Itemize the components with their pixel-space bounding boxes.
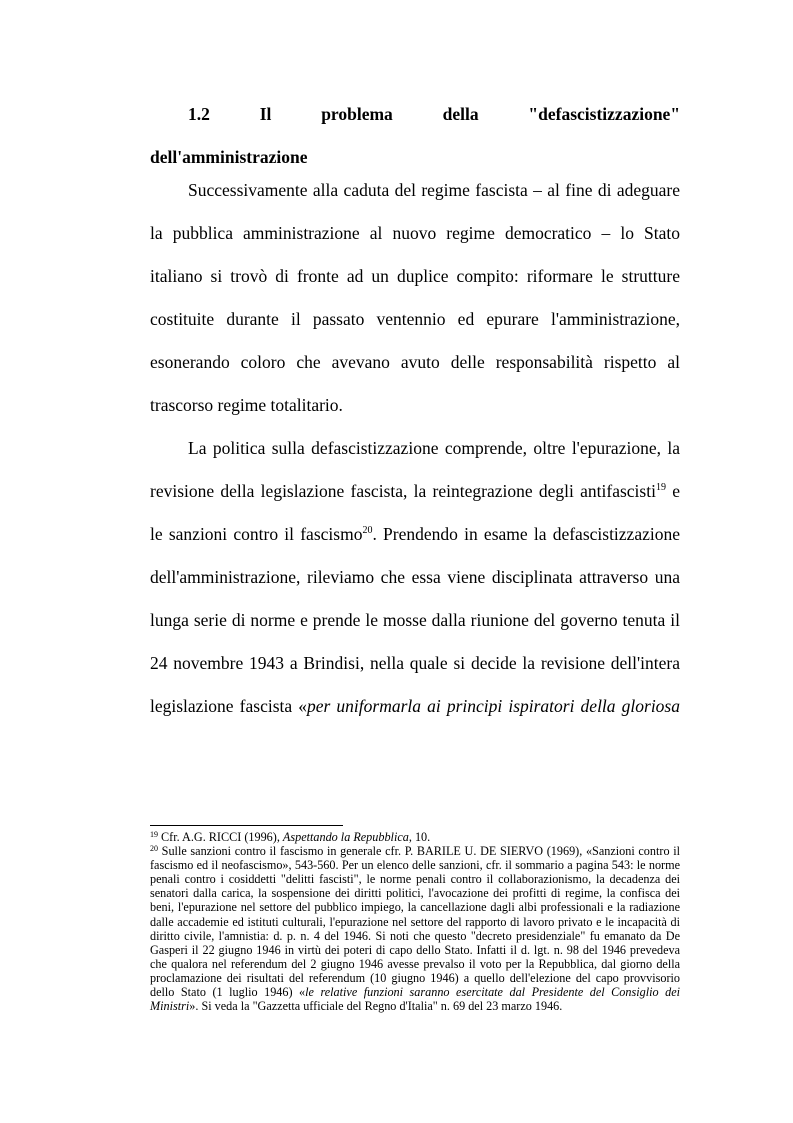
section-heading-line2: dell'amministrazione bbox=[150, 147, 308, 167]
footnote-number: 20 bbox=[150, 844, 158, 854]
paragraph-2-text-a: La politica sulla defascistizzazione comprende, oltre l'epurazione, la revisione della legislazione fascista, la reintegrazione degli antifascisti bbox=[150, 438, 680, 501]
footnote-20 bbox=[150, 844, 680, 1013]
footnote-number: 19 bbox=[150, 830, 158, 839]
paragraph-2-text-c: . Prendendo in esame la defascistizzazione dell'amministrazione, rileviamo che essa viene disciplinata attraverso una lunga serie di norme e prende le mosse dalla riunione del governo tenuta il 24 novembre 1943 a Brindisi, nella quale si decide la revisione dell'intera legislazione fascista « bbox=[150, 524, 680, 716]
body-text bbox=[150, 169, 680, 728]
paragraph-2-text-b: e le sanzioni contro il fascismo bbox=[150, 481, 680, 544]
paragraph-2-quote: per uniformarla ai principi ispiratori della gloriosa bbox=[307, 696, 680, 716]
footnote-ref-19[interactable]: 19 bbox=[655, 482, 666, 493]
section-heading bbox=[150, 93, 680, 179]
footnote-separator bbox=[150, 825, 343, 826]
footnote-text: Cfr. A.G. RICCI (1996), bbox=[158, 830, 283, 844]
footnote-italic: Aspettando la Repubblica bbox=[282, 830, 409, 844]
paragraph-2 bbox=[150, 427, 680, 728]
footnote-19 bbox=[150, 830, 680, 844]
heading-word: problema bbox=[321, 104, 393, 124]
footnote-ref-20[interactable]: 20 bbox=[362, 525, 373, 536]
heading-word: "defascistizzazione" bbox=[528, 104, 681, 124]
heading-word: Il bbox=[259, 104, 272, 124]
heading-word: della bbox=[442, 104, 479, 124]
footnote-text: , 10. bbox=[408, 830, 431, 844]
section-heading-line1 bbox=[150, 93, 680, 136]
footnote-italic: le relative funzioni saranno esercitate dal Presidente del Consiglio dei Ministri bbox=[150, 985, 680, 1014]
paragraph-1: Successivamente alla caduta del regime fascista – al fine di adeguare la pubblica amministrazione al nuovo regime democratico – lo Stato italiano si trovò di fronte ad un duplice compito: riformare le strutture costituite durante il passato ventennio ed epurare l'amministrazione, esonerando coloro che avevano avuto delle responsabilità rispetto al trascorso regime totalitario. bbox=[150, 180, 680, 415]
footnote-text: ». Si veda la "Gazzetta ufficiale del Regno d'Italia" n. 69 del 23 marzo 1946. bbox=[189, 999, 563, 1014]
footnote-text: Sulle sanzioni contro il fascismo in generale cfr. P. BARILE U. DE SIERVO (1969), «Sanzioni contro il fascismo ed il neofascismo», 543-560. Per un elenco delle sanzioni, cfr. il sommario a pagina 543: le norme penali contro i cosiddetti "delitti fascisti", le norme penali contro il collaborazionismo, la decadenza dei senatori dalla carica, la sospensione dei diritti politici, l'avocazione dei profitti di regime, la confisca dei beni, l'epurazione nel settore del pubblico impiego, la cancellazione dagli albi professionali e la radiazione dalle accademie ed istituti culturali, l'epurazione nel settore del rapporto di lavoro privato e le incapacità di diritto civile, l'amnistia: d. p. n. 4 del 1946. Si noti che questo "decreto presidenziale" fu emanato da De Gasperi il 22 giugno 1946 in virtù dei poteri di capo dello Stato. Infatti il d. lgt. n. 98 del 1946 prevedeva che qualora nel referendum del 2 giugno 1946 avesse prevalso il voto per la Repubblica, dal giorno della proclamazione dei risultati del referendum (10 giugno 1946) a quello dell'elezione del capo provvisorio dello Stato (1 luglio 1946) « bbox=[150, 844, 680, 1000]
footnotes bbox=[150, 830, 680, 1013]
section-number: 1.2 bbox=[188, 104, 210, 124]
